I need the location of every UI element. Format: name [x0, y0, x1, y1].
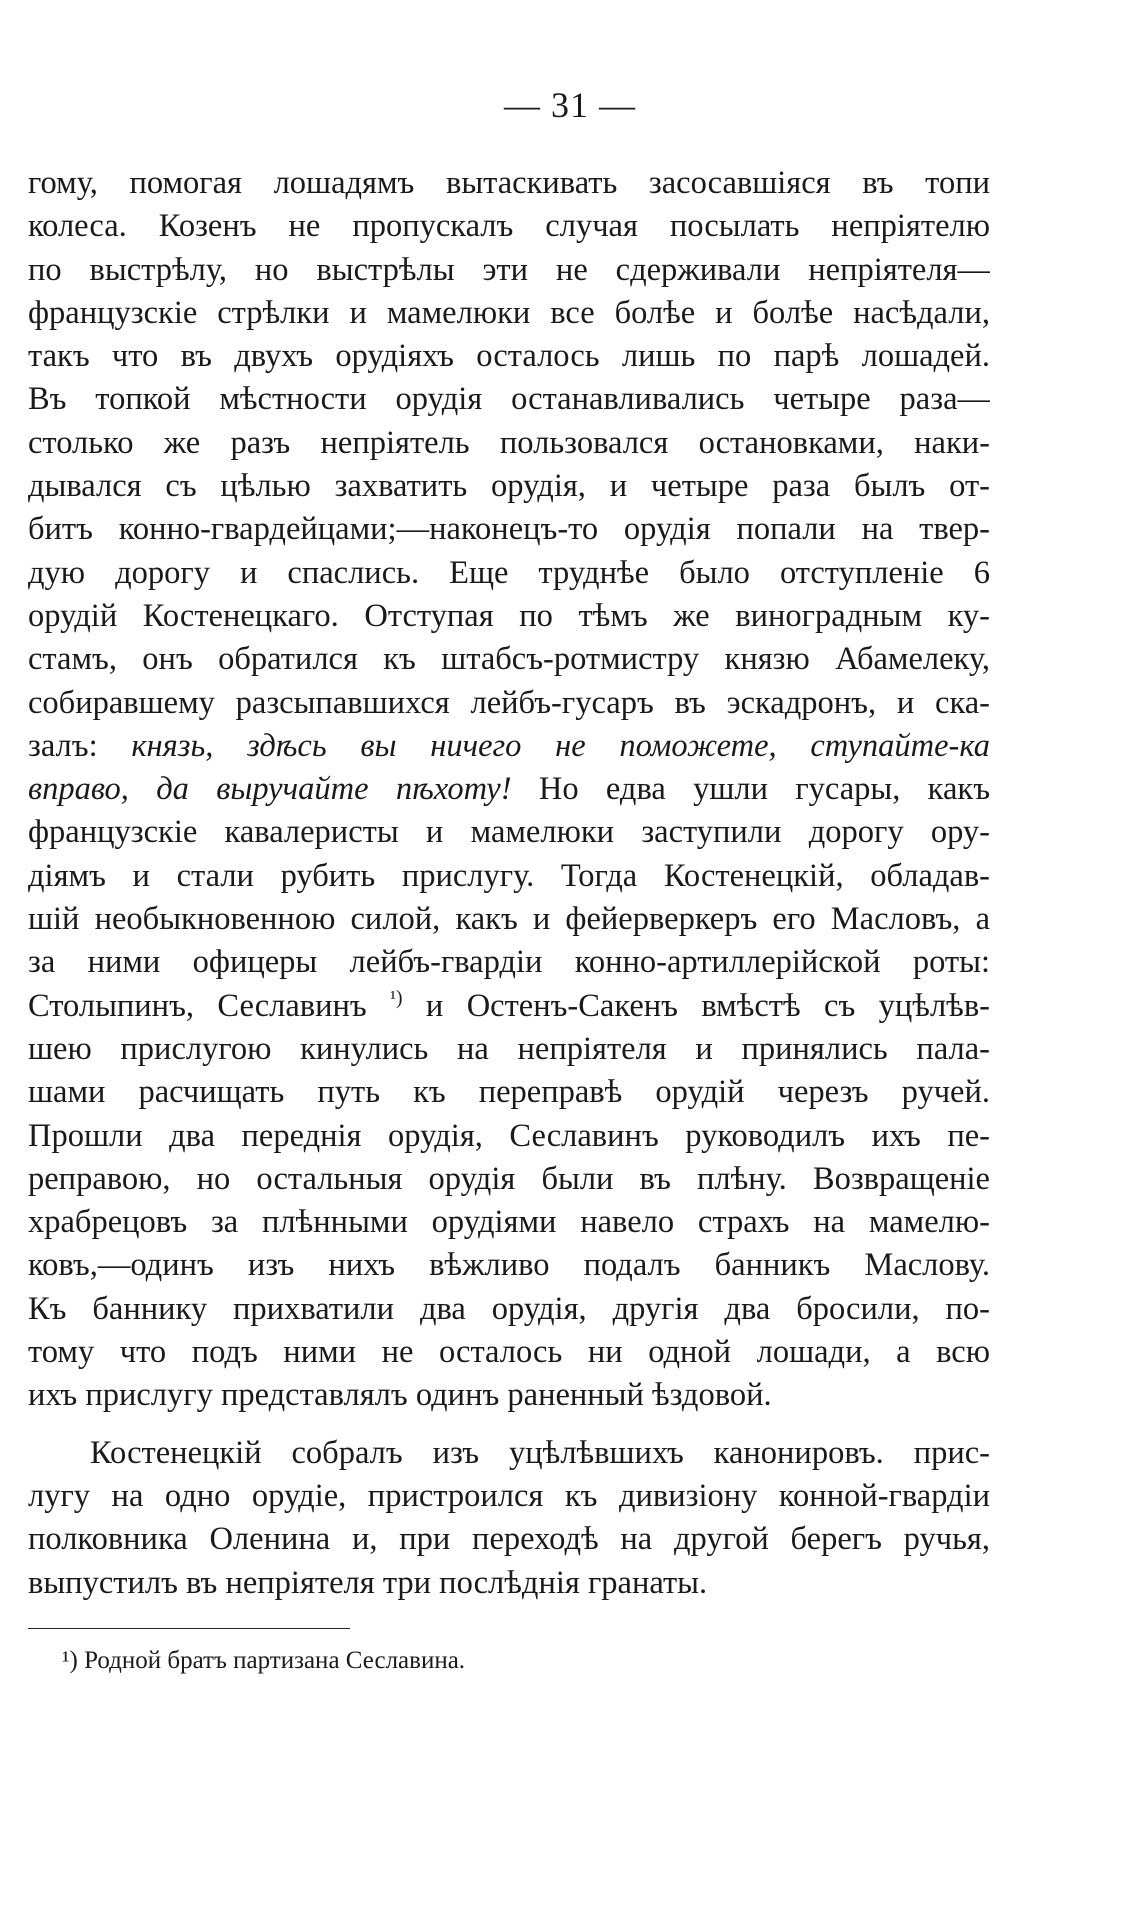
text-line: ихъ прислугу представлялъ одинъ раненный ѣздовой. — [28, 1377, 772, 1414]
text-line: французскіе кавалеристы и мамелюки заступили дорогу ору- — [28, 814, 990, 851]
main-text — [28, 162, 990, 1605]
text-line: дую дорогу и спаслись. Еще труднѣе было отступленіе 6 — [28, 554, 990, 591]
text-line: шій необыкновенною силой, какъ и фейерверкеръ его Масловъ, а — [28, 901, 990, 938]
text-line: битъ конно-гвардейцами;—наконецъ-то орудія попали на твер- — [28, 511, 990, 548]
text-line: выпустилъ въ непріятеля три послѣднія гранаты. — [28, 1564, 708, 1601]
footnote — [62, 1644, 465, 1678]
text-line: колеса. Козенъ не пропускалъ случая посылать непріятелю — [28, 208, 990, 245]
text-line — [28, 725, 990, 768]
text-line: Костенецкій собралъ изъ уцѣлѣвшихъ канонировъ. прис- — [90, 1434, 990, 1471]
text-line: такъ что въ двухъ орудіяхъ осталось лишь по парѣ лошадей. — [28, 338, 990, 375]
text-line: діямъ и стали рубить прислугу. Тогда Костенецкій, обладав- — [28, 857, 990, 894]
text-line: Къ баннику прихватили два орудія, другія два бросили, по- — [28, 1290, 990, 1327]
text-line: столько же разъ непріятель пользовался остановками, наки- — [28, 424, 990, 461]
footnote-separator — [28, 1628, 350, 1629]
text-line: храбрецовъ за плѣнными орудіями навело страхъ на мамелю- — [28, 1204, 990, 1241]
text-line: французскіе стрѣлки и мамелюки все болѣе и болѣе насѣдали, — [28, 294, 990, 331]
text-line: шею прислугою кинулись на непріятеля и принялись пала- — [28, 1030, 990, 1067]
text-line: по выстрѣлу, но выстрѣлы эти не сдерживали непріятеля— — [28, 251, 990, 288]
text-segment: залъ: — [28, 727, 132, 764]
footnote-text: Родной братъ партизана Сеславина. — [77, 1647, 466, 1674]
text-line: лугу на одно орудіе, пристроился къ дивизіону конной-гвардіи — [28, 1477, 990, 1514]
text-line — [28, 985, 990, 1028]
footnote-reference: ¹) — [390, 987, 403, 1009]
text-segment: и Остенъ-Сакенъ вмѣстѣ съ уцѣлѣв- — [402, 987, 990, 1024]
text-segment: Но едва ушли гусары, какъ — [511, 771, 990, 808]
text-line: гому, помогая лошадямъ вытаскивать засосавшіяся въ топи — [28, 165, 990, 201]
text-line: Въ топкой мѣстности орудія останавливались четыре раза— — [28, 381, 990, 418]
text-line: полковника Оленина и, при переходѣ на другой берегъ ручья, — [28, 1521, 990, 1558]
text-line: за ними офицеры лейбъ-гвардіи конно-артиллерійской роты: — [28, 944, 990, 981]
text-line: стамъ, онъ обратился къ штабсъ-ротмистру князю Абамелеку, — [28, 641, 990, 678]
paragraph-gap — [28, 1418, 990, 1432]
text-segment: Столыпинъ, Сеславинъ — [28, 987, 391, 1024]
text-line: ковъ,—одинъ изъ нихъ вѣжливо подалъ банникъ Маслову. — [28, 1247, 990, 1284]
italic-quote: вправо, да выручайте пѣхоту! — [28, 771, 512, 808]
text-line: собиравшему разсыпавшихся лейбъ-гусаръ въ эскадронъ, и ска- — [28, 684, 990, 721]
italic-quote: князь, здѣсь вы ничего не поможете, ступайте-ка — [131, 727, 990, 764]
text-line: шами расчищать путь къ переправѣ орудій черезъ ручей. — [28, 1074, 990, 1111]
text-line: Прошли два переднія орудія, Сеславинъ руководилъ ихъ пе- — [28, 1117, 990, 1154]
text-line: дывался съ цѣлью захватить орудія, и четыре раза былъ от- — [28, 468, 990, 505]
text-line: орудій Костенецкаго. Отступая по тѣмъ же виноградным ку- — [28, 597, 990, 634]
page-number: — 31 — — [504, 85, 636, 125]
text-line: тому что подъ ними не осталось ни одной лошади, а всю — [28, 1334, 990, 1371]
footnote-marker: ¹) — [62, 1647, 78, 1674]
text-line — [28, 768, 990, 811]
text-line: реправою, но остальныя орудія были въ плѣну. Возвращеніе — [28, 1160, 990, 1197]
